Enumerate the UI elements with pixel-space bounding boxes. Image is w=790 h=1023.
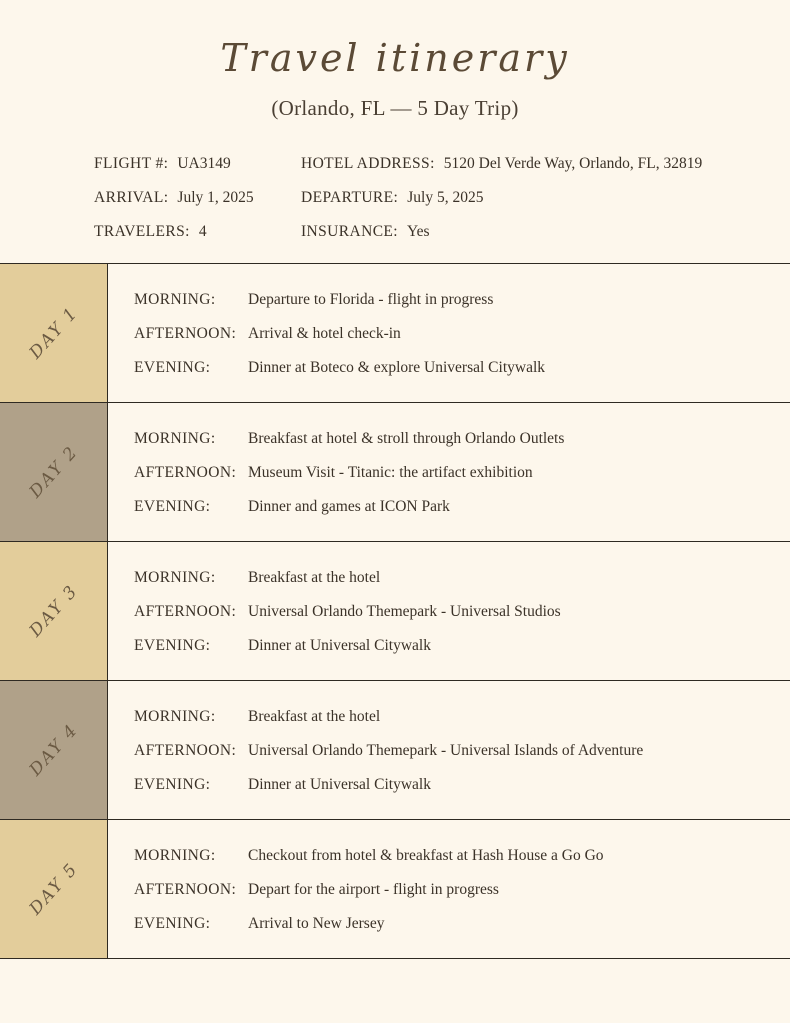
slot-afternoon (134, 742, 766, 760)
day-content (107, 681, 790, 819)
page-subtitle: (Orlando, FL — 5 Day Trip) (271, 95, 519, 120)
day-tab (0, 264, 107, 402)
slot-label-afternoon: AFTERNOON: (134, 880, 237, 898)
slot-afternoon (134, 603, 766, 621)
page-title: Travel itinerary (220, 36, 570, 80)
table-row (0, 542, 790, 681)
day-list (0, 263, 790, 959)
travelers-label: TRAVELERS: (94, 222, 190, 240)
slot-text-morning: Breakfast at hotel & stroll through Orlando Outlets (248, 429, 565, 447)
insurance-value: Yes (407, 222, 430, 240)
slot-morning (134, 847, 766, 865)
arrival-field (94, 189, 301, 207)
departure-field (301, 189, 750, 207)
arrival-label: ARRIVAL: (94, 188, 169, 206)
slot-label-evening: EVENING: (134, 914, 211, 932)
slot-label-morning: MORNING: (134, 568, 216, 586)
slot-text-afternoon: Universal Orlando Themepark - Universal Studios (248, 602, 561, 620)
slot-label-afternoon: AFTERNOON: (134, 324, 237, 342)
slot-text-evening: Dinner at Boteco & explore Universal Citywalk (248, 358, 546, 376)
slot-text-afternoon: Museum Visit - Titanic: the artifact exhibition (248, 463, 533, 481)
trip-details-row (94, 155, 750, 173)
slot-text-morning: Checkout from hotel & breakfast at Hash House a Go Go (248, 846, 604, 864)
day-tab-label: DAY 3 (25, 580, 82, 641)
slot-label-afternoon: AFTERNOON: (134, 741, 237, 759)
slot-text-morning: Departure to Florida - flight in progress (248, 290, 494, 308)
day-content (107, 820, 790, 958)
slot-evening (134, 498, 766, 516)
slot-label-afternoon: AFTERNOON: (134, 463, 237, 481)
slot-morning (134, 569, 766, 587)
trip-details-row (94, 189, 750, 207)
slot-text-evening: Dinner and games at ICON Park (248, 497, 450, 515)
day-tab (0, 403, 107, 541)
travelers-field (94, 223, 301, 241)
flight-field (94, 155, 301, 173)
hotel-address-field (301, 155, 750, 173)
insurance-label: INSURANCE: (301, 222, 399, 240)
slot-label-morning: MORNING: (134, 707, 216, 725)
slot-label-morning: MORNING: (134, 429, 216, 447)
hotel-address-value: 5120 Del Verde Way, Orlando, FL, 32819 (443, 154, 703, 172)
slot-afternoon (134, 881, 766, 899)
insurance-field (301, 223, 750, 241)
slot-label-evening: EVENING: (134, 636, 211, 654)
slot-text-afternoon: Arrival & hotel check-in (248, 324, 401, 342)
slot-label-evening: EVENING: (134, 497, 211, 515)
slot-text-afternoon: Universal Orlando Themepark - Universal Islands of Adventure (248, 741, 644, 759)
slot-text-evening: Arrival to New Jersey (248, 914, 385, 932)
day-content (107, 264, 790, 402)
document-header (0, 0, 790, 121)
slot-text-morning: Breakfast at the hotel (248, 568, 381, 586)
trip-details (0, 155, 790, 241)
slot-text-evening: Dinner at Universal Citywalk (248, 775, 431, 793)
slot-text-afternoon: Depart for the airport - flight in progress (248, 880, 499, 898)
slot-afternoon (134, 325, 766, 343)
day-tab-label: DAY 5 (25, 858, 82, 919)
slot-morning (134, 430, 766, 448)
slot-evening (134, 637, 766, 655)
day-tab (0, 681, 107, 819)
day-content (107, 542, 790, 680)
flight-value: UA3149 (177, 154, 231, 172)
slot-afternoon (134, 464, 766, 482)
slot-morning (134, 291, 766, 309)
table-row (0, 820, 790, 959)
day-tab-label: DAY 1 (25, 302, 82, 363)
slot-evening (134, 776, 766, 794)
day-tab (0, 542, 107, 680)
slot-label-afternoon: AFTERNOON: (134, 602, 237, 620)
arrival-value: July 1, 2025 (177, 188, 254, 206)
flight-label: FLIGHT #: (94, 154, 169, 172)
travelers-value: 4 (198, 222, 207, 240)
table-row (0, 681, 790, 820)
slot-evening (134, 359, 766, 377)
hotel-address-label: HOTEL ADDRESS: (301, 154, 435, 172)
slot-label-evening: EVENING: (134, 358, 211, 376)
slot-label-evening: EVENING: (134, 775, 211, 793)
day-content (107, 403, 790, 541)
slot-text-morning: Breakfast at the hotel (248, 707, 381, 725)
departure-label: DEPARTURE: (301, 188, 399, 206)
day-tab-label: DAY 4 (25, 719, 82, 780)
slot-text-evening: Dinner at Universal Citywalk (248, 636, 431, 654)
trip-details-row (94, 223, 750, 241)
table-row (0, 264, 790, 403)
slot-label-morning: MORNING: (134, 846, 216, 864)
slot-morning (134, 708, 766, 726)
day-tab-label: DAY 2 (25, 441, 82, 502)
slot-evening (134, 915, 766, 933)
day-tab (0, 820, 107, 958)
slot-label-morning: MORNING: (134, 290, 216, 308)
departure-value: July 5, 2025 (407, 188, 484, 206)
table-row (0, 403, 790, 542)
